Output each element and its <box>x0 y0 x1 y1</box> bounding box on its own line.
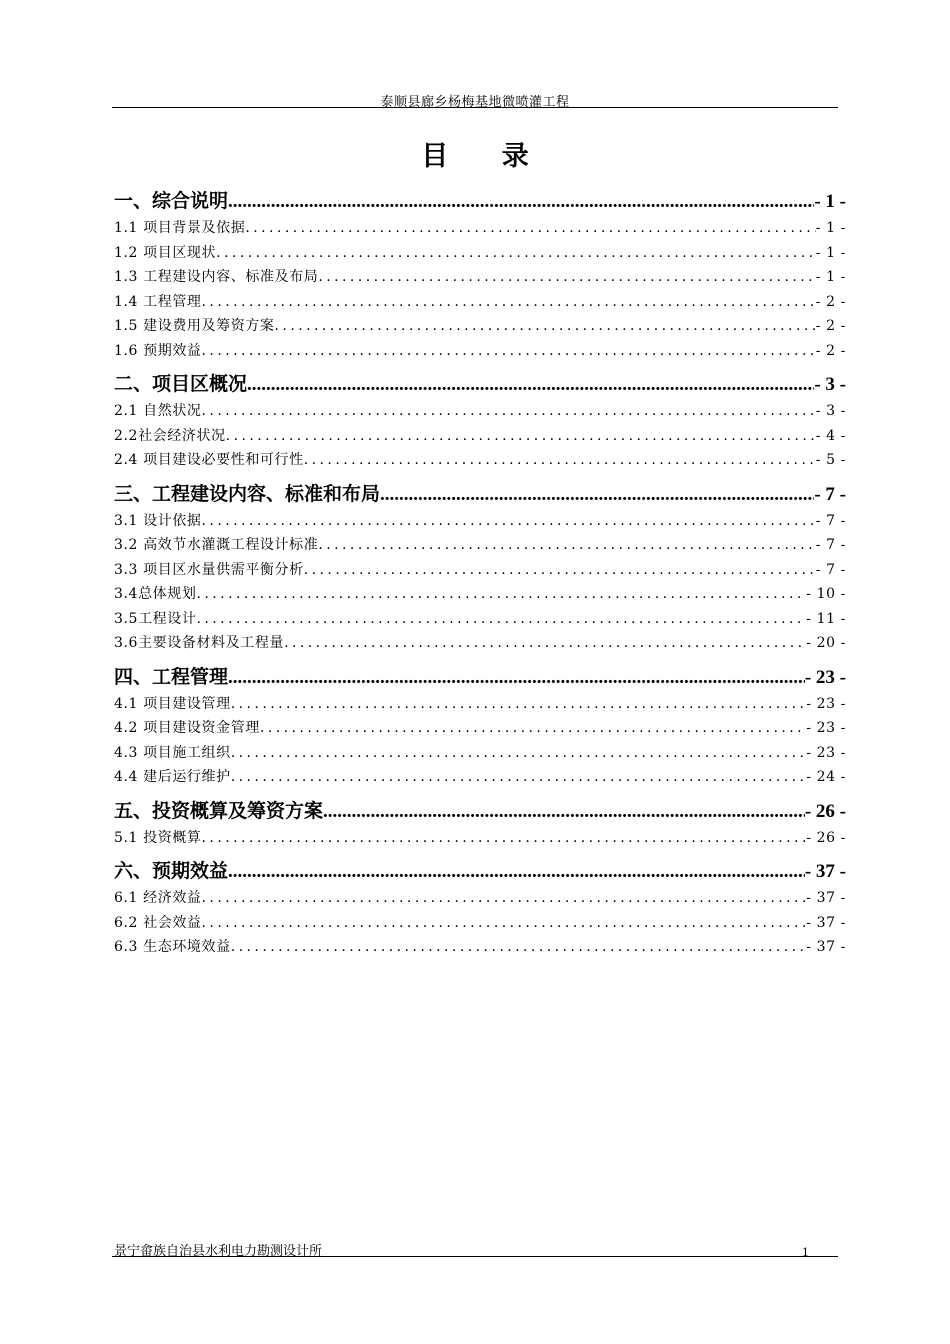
toc-dot-leader <box>202 294 816 310</box>
toc-entry-label: 3.6主要设备材料及工程量 <box>114 635 285 651</box>
toc-section-entry[interactable] <box>114 449 846 474</box>
toc-entry-page: - 3 - <box>814 374 846 394</box>
toc-entry-label: 6.2 社会效益 <box>114 914 202 931</box>
toc-dot-leader <box>323 801 805 821</box>
toc-entry-page: - 20 - <box>806 635 846 651</box>
toc-entry-label: 3.5工程设计 <box>114 610 197 627</box>
toc-entry-page: - 23 - <box>806 744 846 761</box>
toc-entry-page: - 37 - <box>806 890 846 906</box>
toc-entry-label: 3.1 设计依据 <box>114 512 202 529</box>
toc-entry-page: - 4 - <box>815 427 846 444</box>
toc-entry-label: 六、预期效益 <box>114 861 229 881</box>
toc-section-entry[interactable] <box>114 510 846 535</box>
toc-dot-leader <box>304 562 816 578</box>
toc-entry-page: - 1 - <box>814 191 846 211</box>
toc-section-entry[interactable] <box>114 400 846 425</box>
toc-entry-label: 1.4 工程管理 <box>114 293 202 310</box>
toc-dot-leader <box>318 269 815 285</box>
toc-dot-leader <box>202 343 816 359</box>
toc-entry-page: - 1 - <box>815 269 846 285</box>
toc-entry-label: 4.4 建后运行维护 <box>114 769 231 785</box>
toc-dot-leader <box>380 484 814 504</box>
toc-chapter-entry[interactable] <box>114 186 846 211</box>
toc-section-entry[interactable] <box>114 632 846 657</box>
toc-entry-page: - 37 - <box>806 939 846 955</box>
toc-section-entry[interactable] <box>114 266 846 291</box>
toc-section-entry[interactable] <box>114 912 846 937</box>
toc-dot-leader <box>202 915 807 931</box>
toc-entry-page: - 26 - <box>804 800 846 821</box>
toc-entry-page: - 37 - <box>804 861 846 881</box>
toc-dot-leader <box>231 939 807 955</box>
toc-entry-page: - 2 - <box>815 342 846 359</box>
toc-entry-label: 3.3 项目区水量供需平衡分析 <box>114 561 304 578</box>
toc-entry-label: 4.1 项目建设管理 <box>114 695 231 712</box>
toc-dot-leader <box>247 374 814 394</box>
toc-section-entry[interactable] <box>114 717 846 742</box>
toc-dot-leader <box>202 513 816 529</box>
toc-dot-leader <box>202 403 816 419</box>
toc-section-entry[interactable] <box>114 693 846 718</box>
toc-entry-label: 二、项目区概况 <box>114 374 248 394</box>
toc-dot-leader <box>202 830 807 846</box>
toc-entry-label: 4.2 项目建设资金管理 <box>114 720 260 736</box>
toc-section-entry[interactable] <box>114 340 846 365</box>
toc-entry-page: - 7 - <box>814 483 846 504</box>
toc-entry-page: - 7 - <box>815 561 846 578</box>
toc-title: 目 录 <box>421 141 551 172</box>
toc-entry-label: 1.6 预期效益 <box>114 342 202 359</box>
toc-section-entry[interactable] <box>114 425 846 450</box>
toc-chapter-entry[interactable] <box>114 479 846 504</box>
toc-entry-label: 1.3 工程建设内容、标准及布局 <box>114 269 319 285</box>
toc-entry-page: - 23 - <box>804 666 846 687</box>
toc-entry-page: - 23 - <box>806 720 846 736</box>
toc-dot-leader <box>231 696 807 712</box>
footer-rule <box>112 1256 838 1257</box>
toc-chapter-entry[interactable] <box>114 796 846 821</box>
toc-chapter-entry[interactable] <box>114 856 846 881</box>
toc-entry-page: - 7 - <box>815 512 846 529</box>
toc-dot-leader <box>228 861 805 881</box>
toc-section-entry[interactable] <box>114 291 846 316</box>
toc-entry-page: - 2 - <box>815 293 846 310</box>
toc-entry-page: - 37 - <box>806 914 846 931</box>
toc-dot-leader <box>196 586 806 602</box>
toc-entry-page: - 2 - <box>815 318 846 334</box>
page-number: 1 <box>802 1246 809 1259</box>
toc-section-entry[interactable] <box>114 936 846 961</box>
toc-section-entry[interactable] <box>114 217 846 242</box>
toc-entry-label: 4.3 项目施工组织 <box>114 744 231 761</box>
toc-entry-page: - 1 - <box>815 220 846 236</box>
table-of-contents <box>114 186 846 961</box>
toc-dot-leader <box>304 452 816 468</box>
toc-section-entry[interactable] <box>114 559 846 584</box>
footer-organization: 景宁畲族自治县水利电力勘测设计所 <box>114 1244 323 1259</box>
toc-section-entry[interactable] <box>114 742 846 767</box>
toc-entry-page: - 10 - <box>806 586 846 602</box>
running-header: 泰顺县廊乡杨梅基地微喷灌工程 <box>380 95 570 110</box>
toc-dot-leader <box>231 769 807 785</box>
toc-entry-label: 6.3 生态环境效益 <box>114 939 231 955</box>
toc-entry-page: - 5 - <box>815 452 846 468</box>
toc-entry-page: - 24 - <box>806 769 846 785</box>
toc-dot-leader <box>196 611 806 627</box>
toc-section-entry[interactable] <box>114 766 846 791</box>
toc-section-entry[interactable] <box>114 534 846 559</box>
toc-dot-leader <box>228 667 805 687</box>
toc-chapter-entry[interactable] <box>114 369 846 394</box>
toc-entry-page: - 3 - <box>815 403 846 419</box>
toc-dot-leader <box>245 220 815 236</box>
toc-entry-label: 四、工程管理 <box>114 666 229 687</box>
toc-dot-leader <box>260 720 806 736</box>
toc-entry-label: 2.4 项目建设必要性和可行性 <box>114 452 304 468</box>
toc-dot-leader <box>202 890 807 906</box>
toc-chapter-entry[interactable] <box>114 662 846 687</box>
toc-entry-page: - 11 - <box>806 610 846 627</box>
toc-dot-leader <box>231 745 807 761</box>
toc-entry-label: 6.1 经济效益 <box>114 890 202 906</box>
header-rule <box>112 107 838 108</box>
toc-entry-label: 5.1 投资概算 <box>114 829 202 846</box>
toc-dot-leader <box>318 537 815 553</box>
toc-dot-leader <box>226 428 816 444</box>
toc-entry-label: 1.1 项目背景及依据 <box>114 220 246 236</box>
toc-section-entry[interactable] <box>114 242 846 267</box>
toc-section-entry[interactable] <box>114 887 846 912</box>
toc-entry-page: - 23 - <box>806 695 846 712</box>
toc-entry-label: 3.4总体规划 <box>114 586 197 602</box>
toc-dot-leader <box>228 191 814 211</box>
toc-entry-label: 2.2社会经济状况 <box>114 427 226 444</box>
toc-section-entry[interactable] <box>114 827 846 852</box>
toc-entry-label: 3.2 高效节水灌溉工程设计标准 <box>114 537 319 553</box>
toc-entry-label: 一、综合说明 <box>114 191 229 211</box>
toc-entry-label: 1.5 建设费用及筹资方案 <box>114 318 275 334</box>
toc-entry-label: 五、投资概算及筹资方案 <box>114 800 324 821</box>
toc-dot-leader <box>284 635 806 651</box>
toc-entry-page: - 1 - <box>815 244 846 261</box>
toc-entry-page: - 26 - <box>806 829 846 846</box>
toc-entry-label: 1.2 项目区现状 <box>114 244 217 261</box>
toc-section-entry[interactable] <box>114 315 846 340</box>
toc-dot-leader <box>216 245 816 261</box>
toc-entry-label: 三、工程建设内容、标准和布局 <box>114 483 381 504</box>
toc-entry-page: - 7 - <box>815 537 846 553</box>
toc-section-entry[interactable] <box>114 608 846 633</box>
toc-section-entry[interactable] <box>114 583 846 608</box>
toc-entry-label: 2.1 自然状况 <box>114 403 202 419</box>
toc-dot-leader <box>275 318 816 334</box>
